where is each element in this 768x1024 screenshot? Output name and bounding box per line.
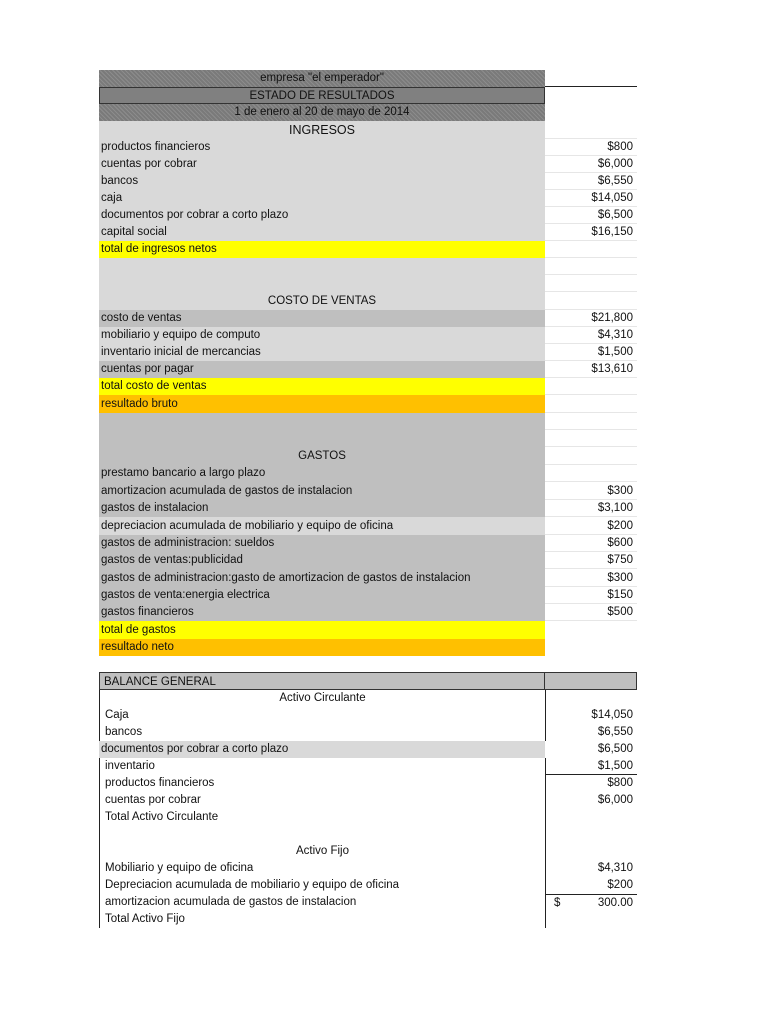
empty-cell[interactable] bbox=[545, 809, 637, 826]
empty-cell[interactable] bbox=[545, 258, 637, 275]
table-row bbox=[99, 552, 637, 569]
resultado-bruto-label[interactable]: resultado bruto bbox=[99, 395, 545, 413]
line-item-value[interactable]: $300 bbox=[545, 482, 637, 500]
line-item-label[interactable]: mobiliario y equipo de computo bbox=[99, 327, 545, 344]
line-item-label[interactable]: costo de ventas bbox=[99, 310, 545, 327]
empty-cell[interactable] bbox=[545, 826, 637, 843]
line-item-label[interactable]: bancos bbox=[99, 173, 545, 190]
line-item-value[interactable]: $13,610 bbox=[545, 361, 637, 378]
header-empty-cell[interactable] bbox=[545, 70, 637, 87]
line-item-label[interactable]: documentos por cobrar a corto plazo bbox=[99, 207, 545, 224]
empty-cell[interactable] bbox=[99, 430, 545, 447]
line-item-label[interactable]: productos financieros bbox=[99, 139, 545, 156]
result-row bbox=[99, 395, 637, 413]
balance-title[interactable]: BALANCE GENERAL bbox=[99, 672, 545, 690]
costo-ventas-heading[interactable]: COSTO DE VENTAS bbox=[99, 292, 545, 310]
ingresos-heading-row bbox=[99, 121, 637, 139]
line-item-value[interactable]: $150 bbox=[545, 587, 637, 604]
line-item-label[interactable]: Caja bbox=[99, 707, 545, 724]
empty-cell[interactable] bbox=[545, 430, 637, 447]
table-row bbox=[99, 724, 637, 741]
line-item-label[interactable]: cuentas por cobrar bbox=[99, 792, 545, 809]
line-item-label[interactable]: cuentas por cobrar bbox=[99, 156, 545, 173]
company-name[interactable]: empresa "el emperador" bbox=[99, 70, 545, 87]
period-row bbox=[99, 104, 637, 121]
total-row bbox=[99, 809, 637, 826]
table-row bbox=[99, 344, 637, 361]
total-row bbox=[99, 911, 637, 928]
table-row bbox=[99, 535, 637, 552]
empty-cell[interactable] bbox=[99, 826, 545, 843]
line-item-label[interactable]: bancos bbox=[99, 724, 545, 741]
table-row bbox=[99, 224, 637, 241]
line-item-label[interactable]: gastos de instalacion bbox=[99, 500, 545, 517]
table-row bbox=[99, 517, 637, 535]
line-item-label[interactable]: inventario inicial de mercancias bbox=[99, 344, 545, 361]
header-empty-cell[interactable] bbox=[545, 104, 637, 121]
table-row bbox=[99, 758, 637, 775]
line-item-label[interactable]: gastos de administracion:gasto de amortizacion de gastos de instalacion bbox=[99, 569, 545, 587]
activo-fijo-heading[interactable]: Activo Fijo bbox=[99, 843, 545, 860]
line-item-value[interactable]: $6,500 bbox=[597, 743, 633, 755]
currency-symbol: $ bbox=[554, 897, 561, 909]
line-item-label[interactable]: gastos de venta:energia electrica bbox=[99, 587, 545, 604]
line-item-value[interactable]: $6,500 bbox=[545, 207, 637, 224]
table-row bbox=[99, 190, 637, 207]
line-item-label[interactable]: gastos de ventas:publicidad bbox=[99, 552, 545, 569]
company-row bbox=[99, 70, 637, 87]
empty-cell[interactable] bbox=[545, 121, 637, 139]
table-row bbox=[99, 604, 637, 621]
total-costo-label[interactable]: total costo de ventas bbox=[99, 378, 545, 395]
line-item-label[interactable]: Mobiliario y equipo de oficina bbox=[99, 860, 545, 877]
total-row bbox=[99, 241, 637, 258]
table-row bbox=[99, 894, 637, 911]
line-item-label[interactable]: productos financieros bbox=[99, 775, 545, 792]
table-row bbox=[99, 587, 637, 604]
table-row bbox=[99, 792, 637, 809]
empty-cell[interactable] bbox=[99, 258, 545, 275]
table-row bbox=[99, 775, 637, 792]
amount: 300.00 bbox=[597, 897, 633, 909]
line-item-value[interactable] bbox=[545, 894, 637, 911]
header-empty-cell[interactable] bbox=[545, 87, 637, 104]
statement-title-row bbox=[99, 87, 637, 104]
line-item-value[interactable]: $14,050 bbox=[545, 707, 637, 724]
line-item-label[interactable]: documentos por cobrar a corto plazo bbox=[99, 741, 545, 758]
total-row bbox=[99, 621, 637, 639]
table-row bbox=[99, 310, 637, 327]
total-activo-circulante-label[interactable]: Total Activo Circulante bbox=[99, 809, 545, 826]
empty-cell[interactable] bbox=[545, 621, 637, 639]
activo-circulante-heading[interactable]: Activo Circulante bbox=[99, 690, 545, 707]
table-row bbox=[99, 877, 637, 894]
gastos-heading[interactable]: GASTOS bbox=[99, 447, 545, 465]
empty-cell[interactable] bbox=[545, 292, 637, 310]
result-row bbox=[99, 639, 637, 656]
blank-row bbox=[99, 826, 637, 843]
line-item-value[interactable]: $4,310 bbox=[545, 327, 637, 344]
line-item-value[interactable]: $3,100 bbox=[545, 500, 637, 517]
total-ingresos-label[interactable]: total de ingresos netos bbox=[99, 241, 545, 258]
empty-cell[interactable] bbox=[99, 413, 545, 430]
empty-cell[interactable] bbox=[545, 639, 637, 656]
table-row bbox=[99, 500, 637, 517]
line-item-value[interactable] bbox=[545, 465, 637, 482]
blank-row bbox=[99, 413, 637, 430]
table-row bbox=[99, 465, 637, 482]
line-item-value[interactable]: $1,500 bbox=[545, 344, 637, 361]
table-row bbox=[99, 569, 637, 587]
table-row bbox=[99, 327, 637, 344]
total-gastos-label[interactable]: total de gastos bbox=[99, 621, 545, 639]
empty-cell[interactable] bbox=[545, 672, 637, 690]
line-item-label[interactable]: cuentas por pagar bbox=[99, 361, 545, 378]
total-row bbox=[99, 378, 637, 395]
table-row bbox=[99, 156, 637, 173]
period-label[interactable]: 1 de enero al 20 de mayo de 2014 bbox=[99, 104, 545, 121]
empty-cell[interactable] bbox=[545, 911, 637, 928]
line-item-value[interactable]: $6,550 bbox=[545, 173, 637, 190]
empty-cell[interactable] bbox=[545, 395, 637, 413]
line-item-label[interactable]: gastos de administracion: sueldos bbox=[99, 535, 545, 552]
line-item-label[interactable]: capital social bbox=[99, 224, 545, 241]
line-item-value[interactable]: $750 bbox=[545, 552, 637, 569]
line-item-value[interactable]: $6,000 bbox=[545, 792, 637, 809]
blank-row bbox=[99, 430, 637, 447]
line-item-value[interactable]: $6,550 bbox=[545, 724, 637, 741]
line-item-value[interactable]: $4,310 bbox=[545, 860, 637, 877]
line-item-value[interactable]: $300 bbox=[545, 569, 637, 587]
ingresos-heading[interactable]: INGRESOS bbox=[99, 121, 545, 139]
spreadsheet bbox=[99, 70, 637, 928]
line-item-label[interactable]: prestamo bancario a largo plazo bbox=[99, 465, 545, 482]
table-row bbox=[99, 173, 637, 190]
table-row bbox=[99, 860, 637, 877]
line-item-value[interactable]: $200 bbox=[545, 877, 637, 894]
line-item-label[interactable]: gastos financieros bbox=[99, 604, 545, 621]
line-item-label[interactable]: amortizacion acumulada de gastos de instalacion bbox=[99, 482, 545, 500]
table-row bbox=[99, 482, 637, 500]
empty-cell[interactable] bbox=[545, 447, 637, 465]
line-item-label[interactable]: caja bbox=[99, 190, 545, 207]
table-row bbox=[99, 361, 637, 378]
line-item-value[interactable]: $200 bbox=[545, 517, 637, 535]
line-item-value[interactable]: $6,000 bbox=[545, 156, 637, 173]
activo-fijo-heading-row bbox=[99, 843, 637, 860]
activo-circulante-heading-row bbox=[99, 690, 637, 707]
blank-row bbox=[99, 275, 637, 292]
balance-title-row bbox=[99, 672, 637, 690]
empty-cell[interactable] bbox=[99, 275, 545, 292]
table-row bbox=[99, 139, 637, 156]
table-row bbox=[99, 741, 637, 758]
empty-cell[interactable] bbox=[545, 275, 637, 292]
line-item-value[interactable]: $16,150 bbox=[545, 224, 637, 241]
gastos-heading-row bbox=[99, 447, 637, 465]
empty-cell[interactable] bbox=[545, 378, 637, 395]
line-item-value[interactable]: $800 bbox=[545, 139, 637, 156]
costo-heading-row bbox=[99, 292, 637, 310]
line-item-label[interactable]: Depreciacion acumulada de mobiliario y equipo de oficina bbox=[99, 877, 545, 894]
spacer bbox=[99, 656, 637, 672]
table-row bbox=[99, 707, 637, 724]
empty-cell[interactable] bbox=[545, 690, 637, 707]
line-item-label[interactable]: amortizacion acumulada de gastos de instalacion bbox=[99, 894, 545, 911]
line-item-value[interactable]: $500 bbox=[545, 604, 637, 621]
empty-cell[interactable] bbox=[545, 413, 637, 430]
empty-cell[interactable] bbox=[545, 843, 637, 860]
line-item-value[interactable]: $1,500 bbox=[545, 758, 637, 775]
table-row bbox=[99, 207, 637, 224]
line-item-value[interactable]: $14,050 bbox=[545, 190, 637, 207]
line-item-value[interactable]: $800 bbox=[545, 775, 637, 792]
resultado-neto-label[interactable]: resultado neto bbox=[99, 639, 545, 656]
statement-title[interactable]: ESTADO DE RESULTADOS bbox=[99, 87, 545, 104]
line-item-value[interactable]: $21,800 bbox=[545, 310, 637, 327]
line-item-label[interactable]: inventario bbox=[99, 758, 545, 775]
total-activo-fijo-label[interactable]: Total Activo Fijo bbox=[99, 911, 545, 928]
line-item-value[interactable]: $600 bbox=[545, 535, 637, 552]
blank-row bbox=[99, 258, 637, 275]
empty-cell[interactable] bbox=[545, 241, 637, 258]
line-item-label[interactable]: depreciacion acumulada de mobiliario y equipo de oficina bbox=[99, 517, 545, 535]
